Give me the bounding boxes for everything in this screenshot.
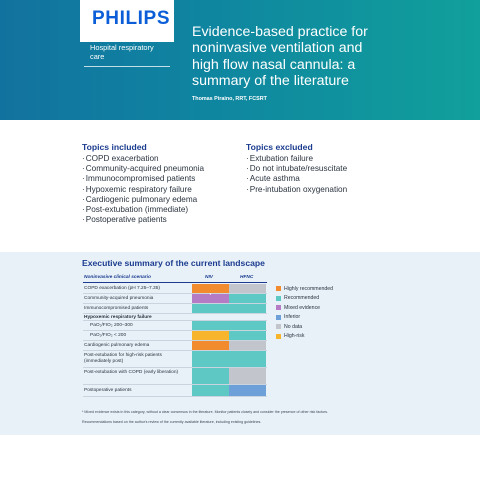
niv-rating-cell [192,294,229,303]
niv-rating-cell [192,321,229,330]
hfnc-rating-cell [229,368,266,384]
row-label: PaO₂/FIO₂ < 200 [90,333,127,338]
niv-rating-cell [192,304,229,313]
legend-item [276,332,333,342]
hfnc-rating-cell [229,331,266,340]
list-item: · Post-extubation (immediate) [82,205,204,215]
hfnc-rating-cell [229,294,266,303]
legend-swatch [276,334,281,339]
topics-excluded-title: Topics excluded [246,142,313,152]
document-title: Evidence-based practice for noninvasive ventilation and high flow nasal cannula: a summary of the literature [192,24,368,90]
row-label: Post-extubation for high-risk patients (immediately post) [84,353,162,364]
topics-included-list [82,154,204,225]
table-header-rule [83,282,267,283]
hfnc-rating-cell [229,351,266,367]
list-item: · Cardiogenic pulmonary edema [82,195,204,205]
niv-rating-cell [192,341,229,350]
legend [276,284,333,341]
legend-item [276,313,333,323]
list-item: · Pre-intubation oxygenation [246,185,347,195]
legend-item [276,303,333,313]
hfnc-rating-cell [229,385,266,396]
topics-included-title: Topics included [82,142,147,152]
topics-excluded-list [246,154,347,195]
row-label: Postoperative patients [84,388,132,393]
hfnc-rating-cell [229,341,266,350]
hfnc-rating-cell [229,284,266,293]
legend-item [276,322,333,332]
legend-swatch [276,315,281,320]
hfnc-rating-cell [229,321,266,330]
legend-item [276,284,333,294]
legend-label: Inferior [284,314,301,321]
legend-label: No data [284,323,303,330]
niv-rating-cell [192,331,229,340]
row-label: Cardiogenic pulmonary edema [84,343,150,348]
legend-label: Mixed evidence [284,304,321,311]
column-header-niv: NIV [205,275,213,280]
legend-swatch [276,305,281,310]
divider [84,66,170,67]
summary-title: Executive summary of the current landscape [82,258,265,268]
legend-label: Highly recommended [284,285,334,292]
legend-swatch [276,296,281,301]
row-label: COPD exacerbation (pH 7.25–7.35) [84,286,160,291]
list-item: · Community-acquired pneumonia [82,164,204,174]
row-label: Hypoxemic respiratory failure [84,314,152,320]
list-item: · COPD exacerbation [82,154,204,164]
row-label: Community-acquired pneumonia [84,296,154,301]
list-item: · Hypoxemic respiratory failure [82,185,204,195]
niv-rating-cell [192,385,229,396]
niv-rating-cell [192,368,229,384]
footnote-mixed-evidence: * Mixed evidence exists in this category, without a clear consensus in the literature. Monitor patients closely and consider the presence of other risk factors. [82,410,329,414]
legend-item [276,294,333,304]
author-line: Thomas Piraino, RRT, FCSRT [192,96,267,102]
row-label: Immunocompromised patients [84,306,149,311]
list-item: · Extubation failure [246,154,347,164]
hfnc-rating-cell [229,304,266,313]
philips-logo: PHILIPS [92,8,171,29]
list-item: · Postoperative patients [82,215,204,225]
brand-subtitle: Hospital respiratory care [90,43,154,61]
column-header-hfnc: HFNC [240,275,254,280]
footnote-recommendations: Recommendations based on the author's review of the currently available literature, including existing guidelines. [82,420,262,424]
row-divider [83,396,267,397]
column-header-scenario: Noninvasive clinical scenario [84,275,151,280]
list-item: · Immunocompromised patients [82,174,204,184]
row-label: Post-extubation with COPD (early liberation) [84,370,179,375]
niv-rating-cell [192,351,229,367]
legend-label: High-risk [284,333,305,340]
list-item: · Acute asthma [246,174,347,184]
list-item: · Do not intubate/resuscitate [246,164,347,174]
legend-swatch [276,286,281,291]
row-label: PaO₂/FIO₂ 200–300 [90,323,133,328]
legend-label: Recommended [284,295,320,302]
niv-rating-cell [192,284,229,293]
legend-swatch [276,324,281,329]
